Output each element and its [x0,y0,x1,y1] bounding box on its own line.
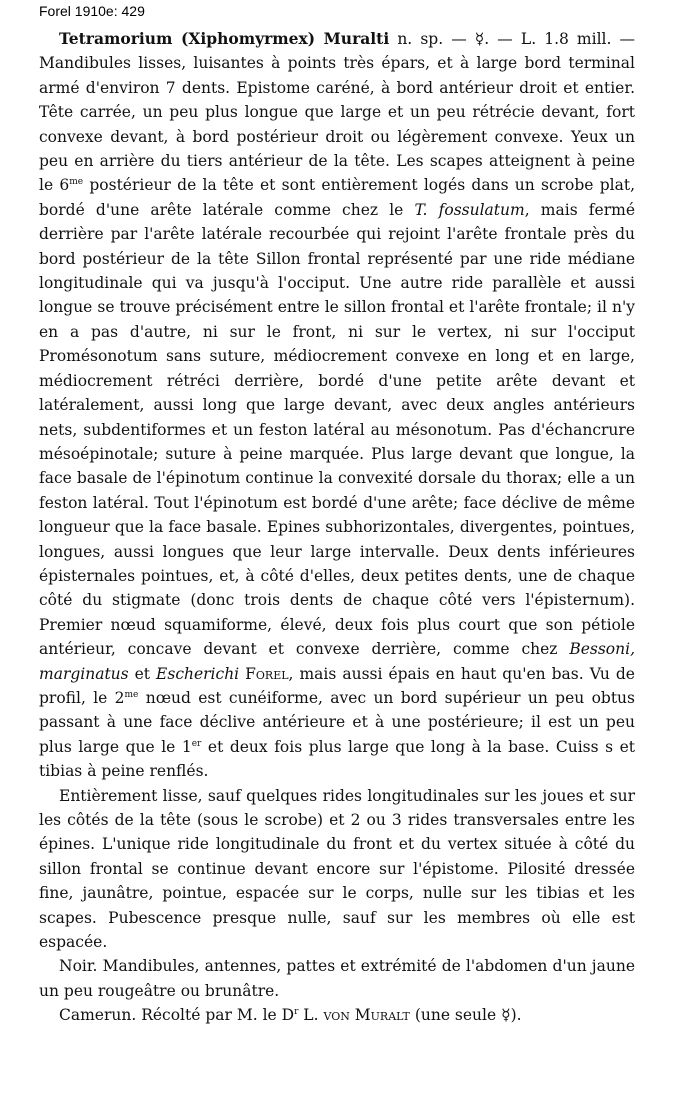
text-run: et deux fois plus large que long à la base. Cuiss s et tibias à peine renflés. [39,737,636,781]
text-run: , mais aussi épais en haut qu'en bas. Vu de profil, le 2 [39,664,635,707]
sculpture-paragraph: Entièrement lisse, sauf quelques rides longitudinales sur les joues et sur les côtés de la tête (sous le scrobe) et 2 ou 3 rides transversales entre les épines. L'unique ride longitudinale du front et du vertex située à côté du sillon frontal se continue devant encore sur l'épistome. Pilosité dressée fine, jaunâtre, pointue, espacée sur le corps, nulle sur les tibias et les scapes. Pubescence presque nulle, sauf sur les membres où elle est espacée. [39,786,635,952]
author-name: Forel [245,664,289,683]
description-paragraph [39,27,635,784]
italic-taxon: T. fossulatum [414,200,525,219]
text-run: L. 1.8 mill. — Mandibules lisses, luisantes à points très épars, et à large bord terminal armé d'environ 7 dents. Epistome caréné, à bord antérieur droit et entier. Tête carrée, un peu plus longue que large et un peu rétrécie devant, fort convexe devant, à bord postérieur droit ou légèrement convexe. Yeux un peu en arrière du tiers antérieur de la tête. Les scapes atteignent à peine le 6 [39,30,636,195]
superscript: me [69,177,84,188]
page-header: Forel 1910e: 429 [39,3,145,19]
color-paragraph: Noir. Mandibules, antennes, pattes et extrémité de l'abdomen d'un jaune un peu rougeâtre ou brunâtre. [39,957,635,1000]
text-run: postérieur de la tête et sont entièrement logés dans un scrobe plat, bordé d'une arête latérale comme chez le [39,176,635,219]
document-body [39,27,635,1028]
superscript: me [124,689,139,700]
italic-taxon: Bessoni, marginatus [39,640,635,683]
italic-taxon: Escherichi [156,664,240,683]
species-name: Tetramorium (Xiphomyrmex) Muralti [59,29,390,48]
text-run: nœud est cunéiforme, avec un bord supérieur un peu obtus passant à une face déclive antérieure et à une postérieure; il est un peu plus large que le 1 [39,688,635,756]
text-run: et [128,664,157,683]
locality-paragraph [39,1003,635,1027]
text-run: L. [298,1006,324,1025]
superscript: er [191,738,202,749]
text-run: (une seule ☿). [409,1006,522,1025]
collector-name: von Muralt [323,1006,410,1025]
species-suffix: n. sp. — ☿. — [397,30,513,48]
superscript: r [294,1007,299,1018]
text-run: Camerun. Récolté par M. le D [59,1006,295,1025]
text-run: , mais fermé derrière par l'arête latérale recourbée qui rejoint l'arête frontale près du bord postérieur de la tête Sillon frontal représenté par une ride médiane longitudinale qui va jusqu'à l'occiput. Une autre ride parallèle et aussi longue se trouve précisément entre le sillon frontal et l'arête frontale; il n'y en a pas d'autre, ni sur le front, ni sur le vertex, ni sur l'occiput Promésonotum sans suture, médiocrement convexe en long et en large, médiocrement rétréci derrière, bordé d'une petite arête devant et latéralement, aussi long que large devant, avec deux angles antérieurs nets, subdentiformes et un feston latéral au mésonotum. Pas d'échancrure mésoépinotale; suture à peine marquée. Plus large devant que longue, la face basale de l'épinotum continue la convexité dorsale du thorax; elle a un feston latéral. Tout l'épinotum est bordé d'une arête; face déclive de même longueur que la face basale. Epines subhorizontales, divergentes, pointues, longues, aussi longues que leur large intervalle. Deux dents inférieures épisternales pointues, et, à côté d'elles, deux petites dents, une de chaque côté du stigmate (donc trois dents de chaque côté vers l'épisternum). Premier nœud squamiforme, élevé, deux fois plus court que son pétiole antérieur, concave devant et convexe derrière, comme chez [39,200,635,659]
